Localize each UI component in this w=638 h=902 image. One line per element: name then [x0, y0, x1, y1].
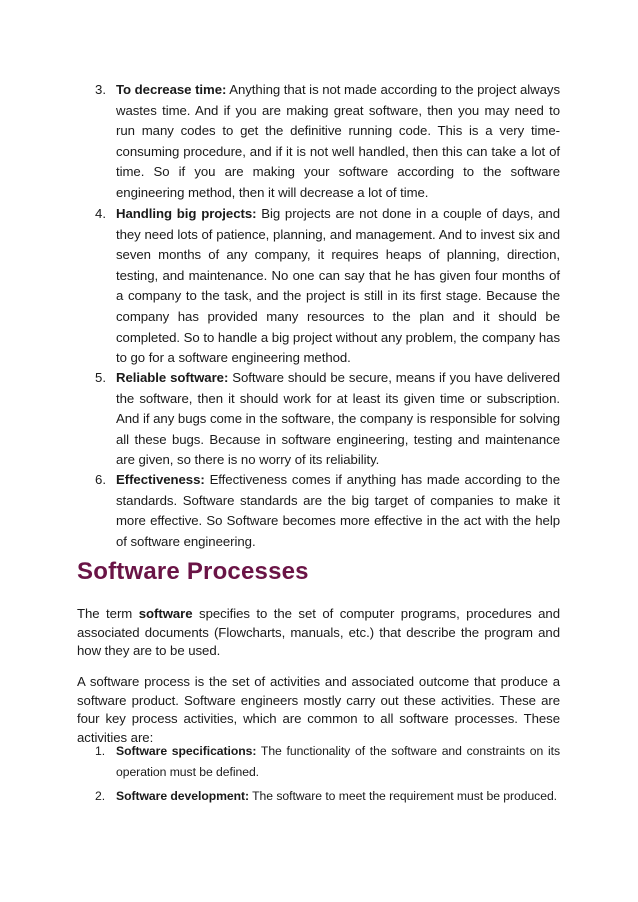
list-number: 5.: [95, 370, 106, 385]
list-number: 1.: [95, 744, 106, 758]
paragraph-text: specifies to the set of computer programs, procedures and associated documents (Flowcharts, manuals, etc.) that describe the program and how they are to be used.: [77, 606, 560, 659]
list-term: Software specifications:: [116, 744, 257, 758]
list-description: The software to meet the requirement must be produced.: [249, 789, 558, 803]
list-number: 6.: [95, 472, 106, 487]
list-number: 4.: [95, 206, 106, 221]
list-term: To decrease time:: [116, 82, 227, 97]
list-description: The functionality of the software and constraints on its operation must be defined.: [116, 744, 560, 779]
paragraph-software-definition: [77, 605, 560, 661]
list-text: [116, 80, 560, 204]
bold-term: software: [138, 606, 193, 621]
paragraph-software-process: A software process is the set of activities and associated outcome that produce a software product. Software engineers mostly carry out these activities. These are four key process activities, which are common to all software processes. These activities are:: [77, 674, 560, 745]
list-number: 3.: [95, 82, 106, 97]
list-text: [116, 368, 560, 471]
list-text: [116, 204, 560, 369]
list-text: [116, 786, 560, 807]
list-text: [116, 470, 560, 552]
list-term: Reliable software:: [116, 370, 229, 385]
list-term: Effectiveness:: [116, 472, 205, 487]
list-description: Anything that is not made according to the project always wastes time. And if you are making great software, then you may need to run many codes to get the definitive running code. This is a very time-consuming procedure, and if it is not well handled, then this can take a lot of time. So if you are making your software according to the software engineering method, then it will decrease a lot of time.: [116, 82, 560, 200]
list-number: 2.: [95, 789, 106, 803]
section-heading: Software Processes: [77, 558, 309, 585]
list-description: Big projects are not done in a couple of days, and they need lots of patience, planning, and management. And to invest six and seven months of any company, it requires heaps of planning, direction, testing, and maintenance. No one can say that he has given four months of a company to the task, and the project is still in its first stage. Because the company has provided many resources to the plan and it should be completed. So to handle a big project without any problem, the company has to go for a software engineering method.: [116, 206, 561, 366]
paragraph-text: The term: [77, 606, 139, 621]
list-term: Handling big projects:: [116, 206, 257, 221]
list-text: [116, 741, 560, 783]
list-term: Software development:: [116, 789, 250, 803]
list-description: Effectiveness comes if anything has made according to the standards. Software standards are the big target of companies to make it more effective. So Software becomes more effective in the act with the help of software engineering.: [116, 472, 560, 549]
list-description: Software should be secure, means if you have delivered the software, then it should work for at least its given time or subscription. And if any bugs come in the software, the company is responsible for solving all these bugs. Because in software engineering, testing and maintenance are given, so there is no worry of its reliability.: [116, 370, 560, 468]
